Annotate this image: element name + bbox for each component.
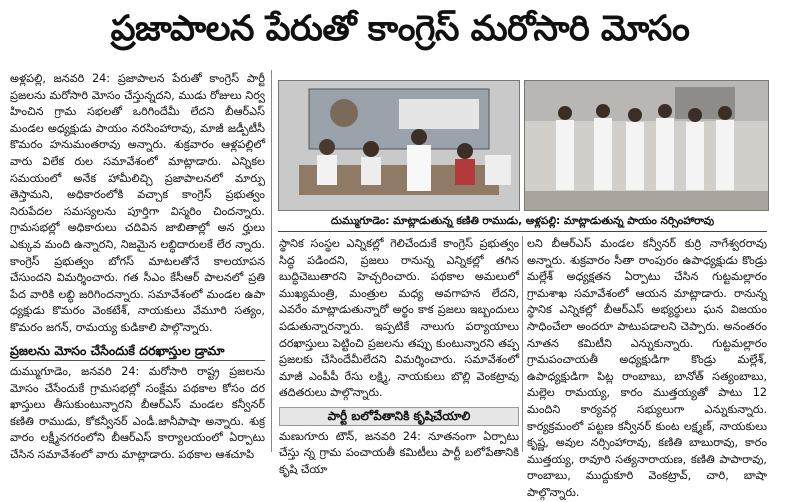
article-paragraph: మణుగూరు టౌన్, జనవరి 24: నూతనంగా ఏర్పాటు చేస్తు న్న గ్రామ పంచాయతీ కమిటీలు పార్టీ బలోపేతానికి కృషి చేయా xyxy=(279,429,519,476)
subheadline: ప్రజలను మోసం చేసేందుకే దరఖాస్తుల డ్రామా xyxy=(10,343,265,362)
article-column-1 xyxy=(10,71,265,462)
headline: ప్రజాపాలన పేరుతో కాంగ్రెస్ మరోసారి మోసం xyxy=(110,9,690,49)
column-rule xyxy=(271,70,272,452)
article-column-2 xyxy=(279,236,519,476)
article-paragraph: అళ్లపల్లి, జనవరి 24: ప్రజాపాలన పేరుతో కాంగ్రెస్ పార్టీ ప్రజలను మరోసారి మోసం చేస్తున్నదని, ముడు రోజులు నిర్వ హించిన గ్రామ సభలతో ఒరిగిందేమీ లేదని బీఆర్ఎస్ మండల అధ్యక్షుడు పాయం నరసింహారావు, మాజీ జడ్పీటీసీ కొమరం హనుమంతరావు అన్నారు. శుక్రవారం ఆళ్లపల్లిలో వారు విలేక రుల సమావేశంలో మాట్లాడారు. ఎన్నికల సమయంలో అనేక హామీలిచ్చి ప్రజాపాలనలో మార్పు తెస్తామని, అధికారంలోకి వచ్చాక కాంగ్రెస్ ప్రభుత్వం నిరుపేదల సమస్యలను పూర్తిగా విస్మరిం చిందన్నారు. గ్రామసభల్లో అధికారులు చదివిన జాబితాల్లో అన ర్హులు ఎక్కువ మంది ఉన్నారని, నిజమైన లబ్ధిదారులకే లేర న్నారు. కాంగ్రెస్ ప్రభుత్వం బోగస్ మాటలతోనే కాలయాపన చేసుందని విమర్శించారు. గత సీఎం కేసీఆర్ పాలనలో ప్రతి పేద వారికి లబ్ధి జరిగిందన్నారు. సమావేశంలో మండల ఉపా ధ్యక్షుడు కొమరం వెంకటేశ్, నాయకులు వేమూరి సత్యం, కొమరం జగన్, రామయ్య కుడికాలి పాల్గొన్నారు. xyxy=(10,72,265,334)
article-paragraph: స్థానిక సంస్థల ఎన్నికల్లో గెలిచేందుకే కాంగ్రెస్ ప్రభుత్వం సిద్ధ పడిందని, ప్రజలు రానున్న ఎన్నికల్లో తగిన బుద్ధిచెబుతారని హెచ్చరించారు. పథకాల అమలులో ముఖ్యమంత్రి, మంత్రుల మధ్య అవగాహన లేదని, ఎవరేం మాట్లాడుతున్నారో అర్థం కాక ప్రజలు ఇబ్బందులు పడుతున్నారన్నారు. ఇప్పటికే నాలుగు పర్యాయాలు దరఖాస్తులు పెట్టించి ప్రజలను తప్పు కుంటున్నారని తప్ప ప్రజలకు చేసిందేమీలేదని విమర్శించారు. సమావేశంలో మాజీ ఎంపీపీ రేసు లక్ష్మి, నాయకులు బొల్లి వెంకట్రావు తదితరులు పాల్గొన్నారు. xyxy=(279,237,519,400)
photo-caption: దుమ్ముగూడెం: మాట్లాడుతున్న కణితి రాముడు, ఆళ్లపల్లి: మాట్లాడుతున్న పాయం నర్సింహారావు xyxy=(278,211,767,232)
photo-group xyxy=(524,80,769,211)
article-paragraph: లని బీఆర్ఎస్ మండల కన్వీనర్ కుర్రి నాగేశ్వరరావు అన్నారు. శుక్రవారం సీతా రాంపురం ఉపాధ్యక్షుడు కొండ్రు మల్లేశ్ అధ్యక్షతన ఏర్పాటు చేసిన గుట్టమల్లారం గ్రామశాఖ సమావేశంలో ఆయన మాట్లాడారు. రానున్న స్థానిక ఎన్నికల్లో బీఆర్ఎస్ అభ్యర్థులు ఘన విజయం సాధించేలా అందరూ పాటుపడాలని చెప్పారు. అనంతరం నూతన కమిటీని ఎన్నుకున్నారు. గుట్టమల్లారం గ్రామపంచాయతీ అధ్యక్షుడిగా కొండ్రు మల్లేశ్, ఉపాధ్యక్షుడిగా పిట్ల రాంబాబు, బానోత్ సత్యంబాబు, మల్లెల రామయ్య, కారం ముత్తయ్యతో పాటు 12 మందిని కార్యవర్గ సభ్యులుగా ఎన్నుకున్నారు. కార్యక్రమంలో పట్టణ కన్వీనర్ కుంట లక్ష్మణ్, నాయకులు కృష్ణ, అవుల నర్సింహారావు, కణితి బాబురావు, కారం ముత్తయ్య, రావూరి సత్యనారాయణ, కణితి పాపారావు, రాంబాబు, ముద్దుకూరి వెంకట్రావ్, చారి, బాషా పాల్గొన్నారు. xyxy=(527,237,767,499)
article-column-3 xyxy=(527,236,767,499)
article-paragraph: దుమ్ముగూడెం, జనవరి 24: మరోసారి రాష్ట్ర ప్రజలను మోసం చేసేందుకే గ్రామసభల్లో సంక్షేమ పథకాల కోసం దర ఖాస్తులు తీసుకుంటున్నారని బీఆర్ఎస్ మండల కన్వీనర్ కణితి రాముడు, కోకన్వీనర్ ఎండీ.జానీపాషా అన్నారు. శుక్ర వారం లక్ష్మీనగరంలోని బీఆర్ఎస్ కార్యాలయంలో ఏర్పాటు చేసిన సమావేశంలో వారు మాట్లాడారు. పథకాల ఆశచూపి xyxy=(10,365,265,462)
column-rule xyxy=(522,236,523,452)
photo-meeting xyxy=(278,80,520,211)
subheadline: పార్టీ బలోపేతానికి కృషిచేయాలి xyxy=(279,407,519,426)
